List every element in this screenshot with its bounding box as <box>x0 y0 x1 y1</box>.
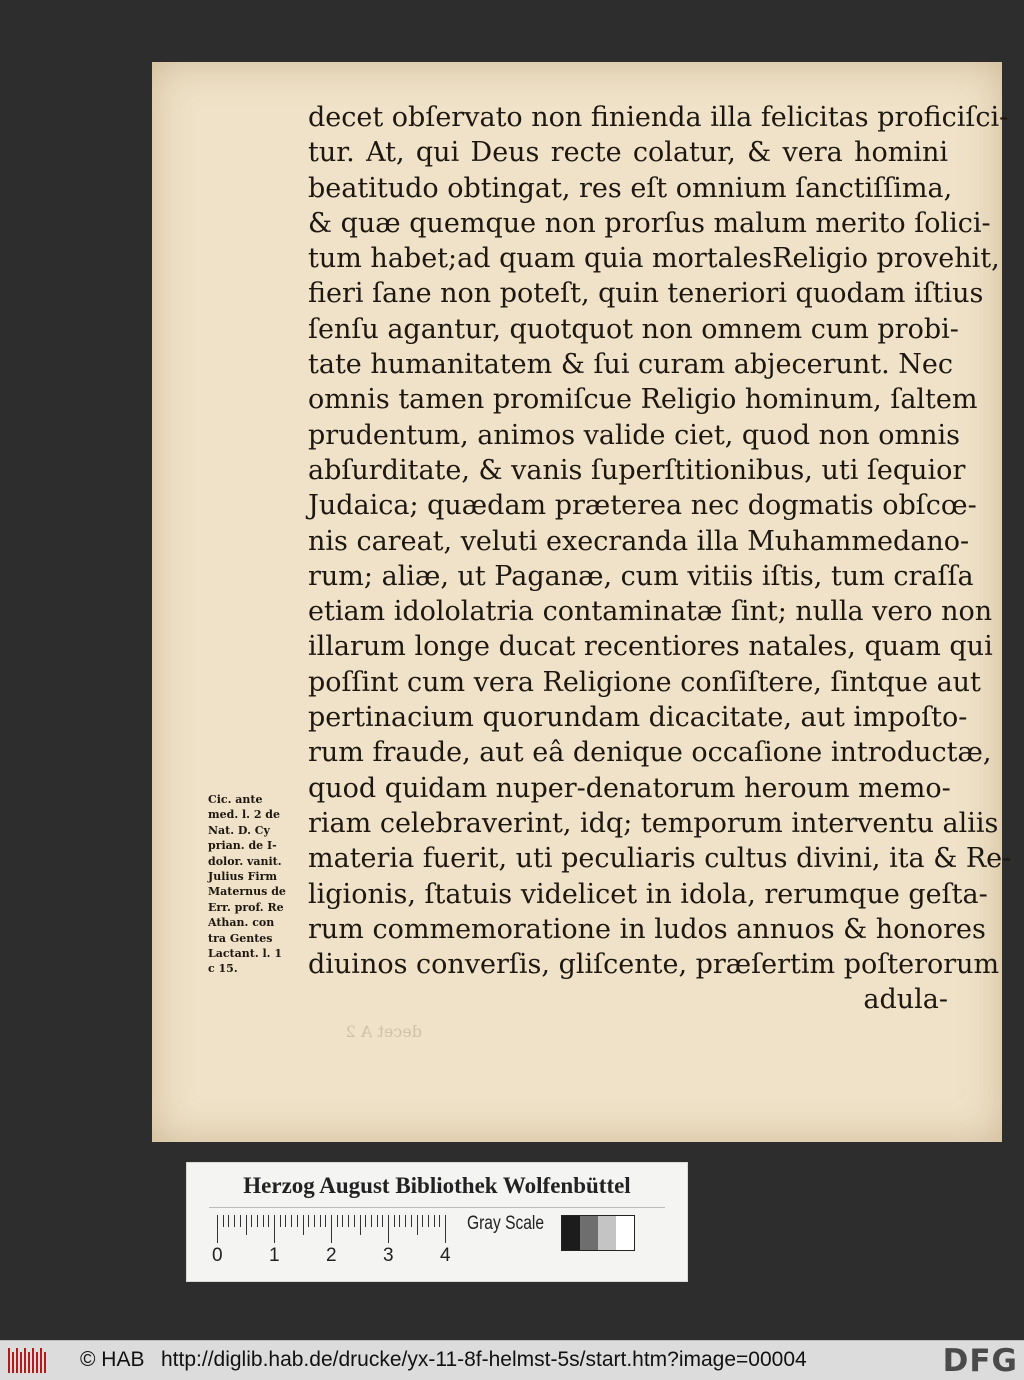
copyright-text: © HAB <box>80 1348 145 1371</box>
ruler-tick <box>394 1215 395 1227</box>
ruler-tick <box>417 1215 418 1235</box>
margin-note-line: Lactant. l. 1 <box>208 947 282 961</box>
ruler-tick <box>422 1215 423 1227</box>
logo-bar <box>28 1352 30 1373</box>
margin-note-line: Athan. con <box>208 916 275 930</box>
ruler-tick <box>280 1215 281 1227</box>
text-line: decet obſervato non finienda illa felicitas proficiſci- <box>308 102 1009 133</box>
logo-bar <box>44 1352 46 1373</box>
text-line: & quæ quemque non prorſus malum merito ſolici- <box>308 207 991 239</box>
ruler-tick <box>445 1215 446 1243</box>
ruler-number: 2 <box>326 1245 337 1266</box>
ruler-tick <box>360 1215 361 1235</box>
text-line: rum commemoratione in ludos annuos & honores <box>308 913 986 945</box>
text-line: diuinos converſis, gliſcente, præſertim poſterorum <box>308 949 1000 981</box>
color-ruler-card <box>186 1162 688 1282</box>
ruler-tick <box>308 1215 309 1227</box>
text-line: ligionis, ſtatuis videlicet in idola, rerumque geſta- <box>308 878 988 910</box>
ruler-number: 1 <box>269 1245 280 1266</box>
ruler-number: 4 <box>440 1245 451 1266</box>
ruler-tick <box>405 1215 406 1227</box>
gray-swatch <box>580 1216 598 1250</box>
ruler-tick <box>399 1215 400 1227</box>
text-line: riam celebraverint, idq; temporum interventu aliis <box>308 807 999 839</box>
ruler-tick <box>314 1215 315 1227</box>
text-line: rum fraude, aut eâ denique occaſione introductæ, <box>308 737 992 769</box>
library-name: Herzog August Bibliothek Wolfenbüttel <box>243 1173 631 1198</box>
ruler-number: 3 <box>383 1245 394 1266</box>
ruler-tick <box>331 1215 332 1243</box>
ruler-tick <box>382 1215 383 1227</box>
ruler-tick <box>234 1215 235 1227</box>
margin-note-line: Julius Firm <box>208 870 278 884</box>
ruler-number: 0 <box>212 1245 223 1266</box>
ruler-tick <box>268 1215 269 1227</box>
logo-bar <box>32 1348 34 1373</box>
text-line: poſſint cum vera Religione conſiſtere, ſintque aut <box>308 666 981 698</box>
ruler-tick <box>246 1215 247 1235</box>
ruler-tick <box>251 1215 252 1227</box>
text-line: adula- <box>863 984 948 1016</box>
logo-bar <box>40 1348 42 1373</box>
margin-note-line: dolor. vanit. <box>208 854 282 868</box>
gray-scale-swatches <box>561 1215 635 1251</box>
source-url[interactable]: http://diglib.hab.de/drucke/yx-11-8f-helmst-5s/start.htm?image=00004 <box>161 1348 807 1371</box>
ruler-tick <box>297 1215 298 1227</box>
text-line: tur. At, qui Deus recte colatur, & vera homini <box>308 137 948 169</box>
ruler-tick <box>439 1215 440 1227</box>
margin-note-line: Maternus de <box>208 885 286 899</box>
ruler-tick <box>285 1215 286 1227</box>
text-line: materia fuerit, uti peculiaris cultus divini, ita & Re- <box>308 843 1012 875</box>
text-line: pertinacium quorundam dicacitate, aut impoſto- <box>308 702 968 734</box>
book-page <box>152 62 1012 1142</box>
ruler-tick <box>291 1215 292 1227</box>
margin-note-line: Err. prof. Re <box>208 900 284 914</box>
logo-bar <box>12 1352 14 1373</box>
ruler-tick <box>217 1215 218 1243</box>
ruler-tick <box>411 1215 412 1227</box>
logo-bar <box>24 1348 26 1373</box>
text-line: tate humanitatem & ſui curam abjecerunt. Nec <box>308 349 953 381</box>
gray-scale-label: Gray Scale <box>467 1213 545 1234</box>
ruler-tick <box>303 1215 304 1235</box>
text-line: rum; aliæ, ut Paganæ, cum vitiis iſtis, tum craſſa <box>308 560 974 592</box>
card-divider <box>209 1207 665 1208</box>
ruler-tick <box>371 1215 372 1227</box>
gray-swatch <box>616 1216 634 1250</box>
text-line: prudentum, animos valide ciet, quod non omnis <box>308 419 961 451</box>
margin-note-line: prian. de I- <box>208 839 277 853</box>
ruler-tick <box>325 1215 326 1227</box>
text-line: Judaica; quædam præterea nec dogmatis obſcœ- <box>308 490 977 522</box>
ruler-tick <box>240 1215 241 1227</box>
ruler-tick <box>342 1215 343 1227</box>
ruler-tick <box>428 1215 429 1227</box>
gray-swatch <box>562 1216 580 1250</box>
ruler-tick <box>223 1215 224 1227</box>
margin-note-line: Nat. D. Cy <box>208 823 270 837</box>
logo-bar <box>36 1352 38 1373</box>
margin-note-line: c 15. <box>208 962 238 976</box>
text-line: etiam idololatria contaminatæ ſint; nulla vero non <box>308 596 993 628</box>
ruler-tick <box>263 1215 264 1227</box>
margin-note-line: tra Gentes <box>208 931 273 945</box>
ruler-tick <box>337 1215 338 1227</box>
ruler-tick <box>348 1215 349 1227</box>
ruler-tick <box>320 1215 321 1227</box>
logo-bar <box>20 1352 22 1373</box>
margin-note-line: Cic. ante <box>208 793 263 806</box>
text-line: quod quidam nuper-denatorum heroum memo- <box>308 772 951 804</box>
scale-ruler <box>212 1215 457 1266</box>
margin-note-line: med. l. 2 de <box>208 808 280 822</box>
text-line: beatitudo obtingat, res eſt omnium ſanctiſſima, <box>308 172 953 204</box>
main-text-block <box>308 100 1012 1018</box>
ruler-tick <box>228 1215 229 1227</box>
logo-bar <box>8 1348 10 1373</box>
ruler-tick <box>257 1215 258 1227</box>
text-line: fieri ſane non poteſt, quin teneriori quodam iſtius <box>308 278 984 310</box>
text-line: nis careat, veluti execranda illa Muhammedano- <box>308 525 970 557</box>
ruler-tick <box>274 1215 275 1243</box>
ruler-tick <box>434 1215 435 1227</box>
ruler-tick <box>354 1215 355 1227</box>
footer-bar <box>0 1340 1024 1380</box>
ruler-tick <box>365 1215 366 1227</box>
text-line: tum habet;ad quam quia mortalesReligio provehit, <box>308 243 1000 275</box>
text-line: illarum longe ducat recentiores natales, quam qui <box>308 631 993 663</box>
bleed-through-text: decet A 2 <box>345 1022 422 1041</box>
text-line: ſenſu agantur, quotquot non omnem cum probi- <box>308 313 959 345</box>
ruler-tick <box>388 1215 389 1243</box>
gray-swatch <box>598 1216 616 1250</box>
margin-note <box>208 792 304 977</box>
text-line: abſurditate, & vanis ſuperſtitionibus, uti ſequior <box>308 454 966 486</box>
ruler-tick <box>377 1215 378 1227</box>
text-line: omnis tamen promiſcue Religio hominum, ſaltem <box>308 384 978 416</box>
dfg-logo[interactable]: DFG <box>942 1343 1018 1379</box>
logo-bar <box>16 1348 18 1373</box>
hab-logo-icon[interactable] <box>8 1348 50 1373</box>
